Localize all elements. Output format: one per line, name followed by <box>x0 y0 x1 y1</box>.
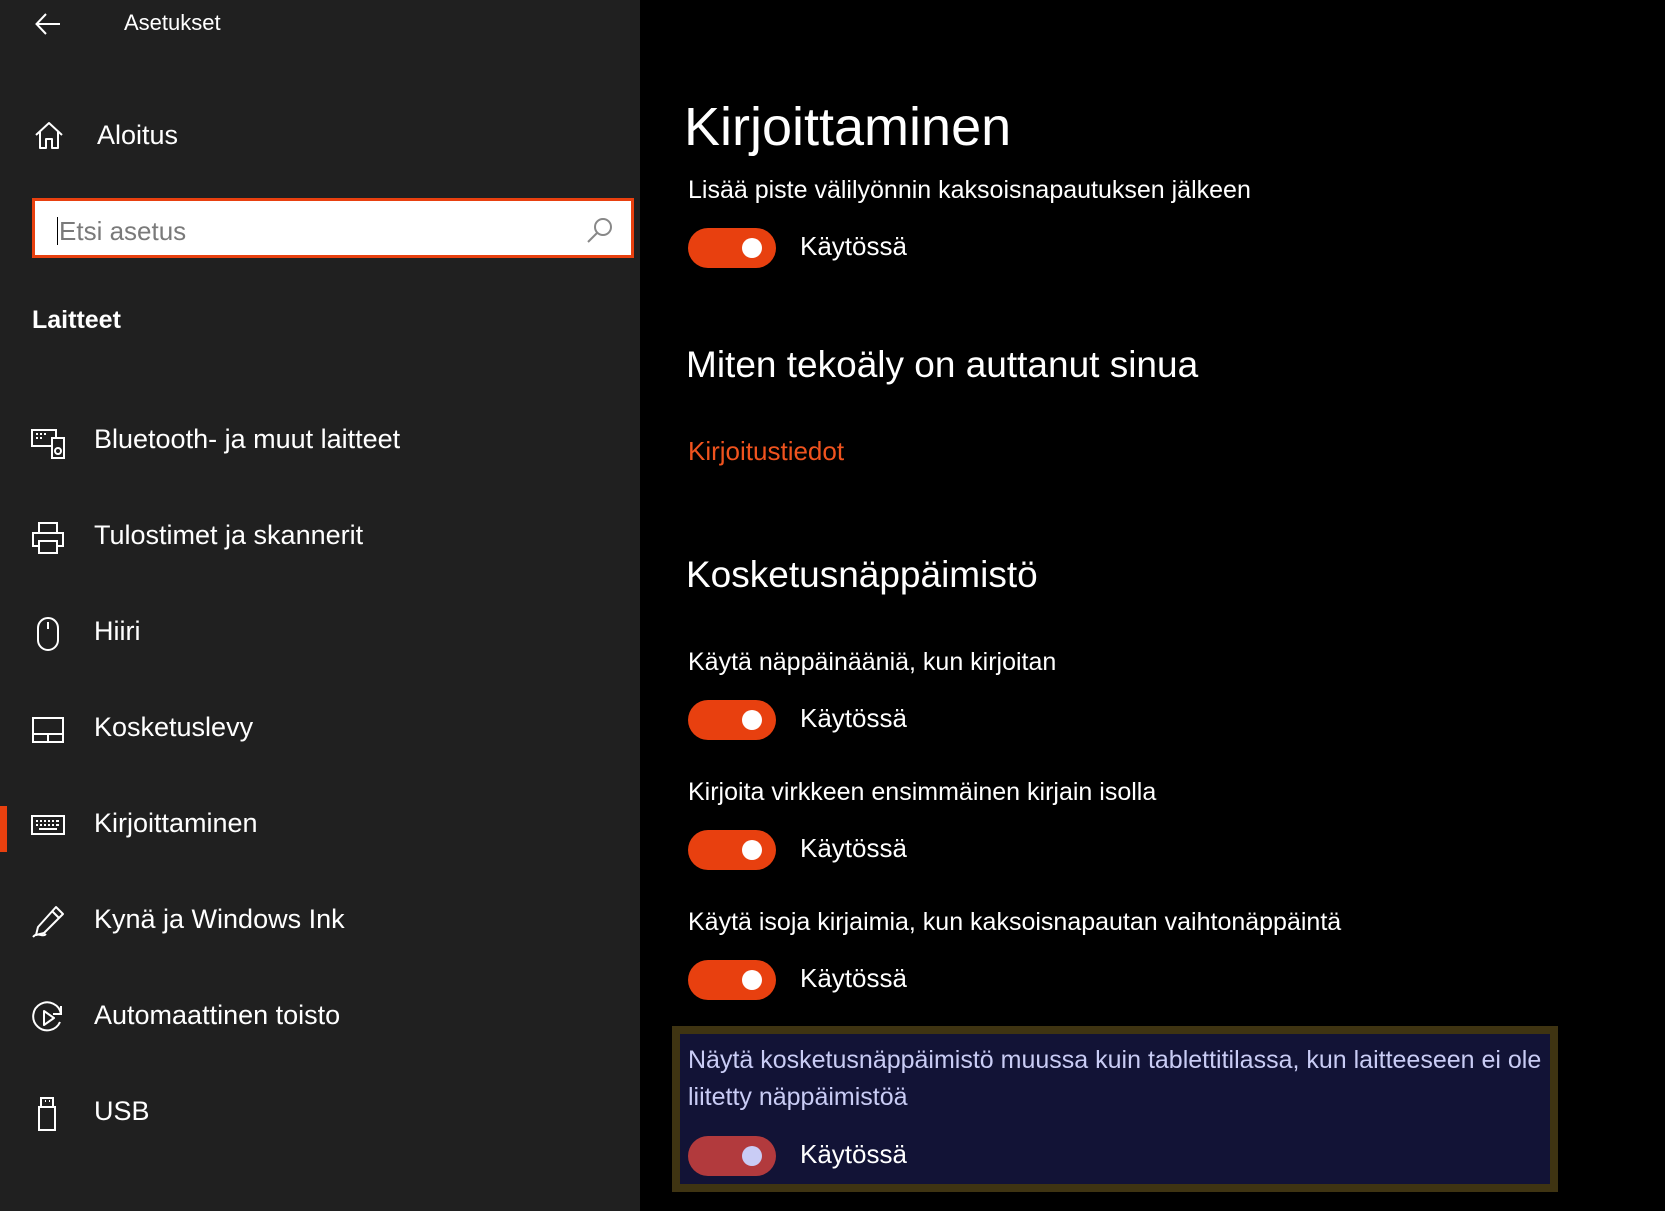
section-title: Laitteet <box>32 306 121 334</box>
sidebar-item-pen[interactable] <box>0 882 640 962</box>
toggle-knob <box>742 238 762 258</box>
setting-label-key-sounds: Käytä näppäinääniä, kun kirjoitan <box>688 648 1057 676</box>
toggle-knob <box>742 840 762 860</box>
sidebar-item-autoplay[interactable] <box>0 978 640 1058</box>
setting-label-capitalize: Kirjoita virkkeen ensimmäinen kirjain isolla <box>688 778 1157 806</box>
sidebar-item-label: Automaattinen toisto <box>94 1000 341 1030</box>
home-icon <box>33 120 65 152</box>
selection-indicator <box>0 806 7 852</box>
setting-label-caps-lock: Käytä isoja kirjaimia, kun kaksoisnapautan vaihtonäppäintä <box>688 908 1342 936</box>
sidebar-item-label: Kynä ja Windows Ink <box>94 904 345 934</box>
caps-lock-toggle[interactable] <box>688 960 776 1000</box>
show-touch-keyboard-toggle[interactable] <box>688 1136 776 1176</box>
sidebar-item-printers[interactable] <box>0 498 640 578</box>
text-caret <box>57 217 58 245</box>
sidebar-item-label: Tulostimet ja skannerit <box>94 520 364 550</box>
highlighted-setting-panel <box>672 1026 1558 1192</box>
sidebar-item-bluetooth[interactable] <box>0 402 640 482</box>
sidebar-item-home[interactable] <box>0 106 640 166</box>
sidebar-item-label: Aloitus <box>97 120 179 150</box>
toggle-state-label: Käytössä <box>800 833 907 863</box>
toggle-row-key-sounds <box>688 698 1088 742</box>
sidebar-item-typing[interactable] <box>0 786 640 866</box>
search-placeholder: Etsi asetus <box>59 216 187 246</box>
sidebar-item-mouse[interactable] <box>0 594 640 674</box>
toggle-knob <box>742 970 762 990</box>
toggle-knob <box>742 710 762 730</box>
setting-label-period: Lisää piste välilyönnin kaksoisnapautuksen jälkeen <box>688 176 1251 204</box>
autoplay-icon <box>30 1000 66 1036</box>
printer-icon <box>30 520 66 556</box>
toggle-row-show-touch-keyboard <box>688 1134 1088 1178</box>
toggle-state-label: Käytössä <box>800 963 907 993</box>
sidebar-item-touchpad[interactable] <box>0 690 640 770</box>
keyboard-icon <box>30 808 66 844</box>
toggle-state-label: Käytössä <box>800 703 907 733</box>
sidebar-item-usb[interactable] <box>0 1074 640 1154</box>
pen-icon <box>30 904 66 940</box>
search-input[interactable] <box>32 198 634 258</box>
toggle-row-capitalize <box>688 828 1088 872</box>
key-sounds-toggle[interactable] <box>688 700 776 740</box>
toggle-state-label: Käytössä <box>800 231 907 261</box>
toggle-row-caps-lock <box>688 958 1088 1002</box>
capitalize-toggle[interactable] <box>688 830 776 870</box>
period-toggle[interactable] <box>688 228 776 268</box>
back-button[interactable] <box>30 6 66 42</box>
toggle-knob <box>742 1146 762 1166</box>
typing-insights-link[interactable]: Kirjoitustiedot <box>688 436 845 466</box>
sidebar-item-label: Hiiri <box>94 616 141 646</box>
page-title: Kirjoittaminen <box>684 97 1012 157</box>
back-arrow-icon <box>35 13 61 35</box>
bluetooth-devices-icon <box>30 424 66 460</box>
setting-label-show-touch-keyboard: Näytä kosketusnäppäimistö muussa kuin tablettitilassa, kun laitteeseen ei ole liitetty näppäimistöä <box>688 1046 1542 1111</box>
mouse-icon <box>30 616 66 652</box>
ai-heading: Miten tekoäly on auttanut sinua <box>686 344 1199 385</box>
touch-keyboard-heading: Kosketusnäppäimistö <box>686 554 1038 595</box>
main-content <box>640 0 1665 1211</box>
search-icon[interactable] <box>585 215 615 245</box>
sidebar-item-label: USB <box>94 1096 150 1126</box>
toggle-row-period <box>688 226 1088 270</box>
toggle-state-label: Käytössä <box>800 1139 907 1169</box>
sidebar-item-label: Kosketuslevy <box>94 712 254 742</box>
touchpad-icon <box>30 712 66 748</box>
sidebar-item-label: Bluetooth- ja muut laitteet <box>94 424 401 454</box>
sidebar <box>0 0 640 1211</box>
title-bar <box>0 0 640 48</box>
sidebar-item-label: Kirjoittaminen <box>94 808 258 838</box>
app-title: Asetukset <box>124 10 221 35</box>
usb-icon <box>30 1096 66 1132</box>
